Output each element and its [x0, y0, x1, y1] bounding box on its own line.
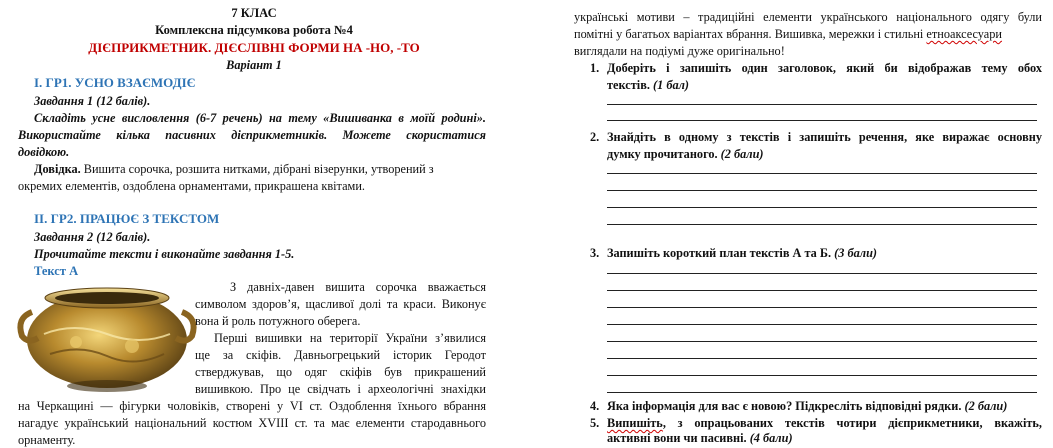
text-a-line-1: З давніх-давен вишита сорочка вважається	[230, 280, 486, 294]
work-title: Комплексна підсумкова робота №4	[155, 23, 353, 37]
question-5-line-2: активні вони чи пасивні. (4 бали)	[607, 431, 793, 445]
golden-vessel-image	[14, 282, 200, 394]
text-a-line-10: орнаменту.	[18, 433, 76, 447]
page-gap	[508, 0, 545, 447]
task1-title: Завдання 1 (12 балів).	[34, 94, 151, 108]
question-1-line-1: Доберіть і запишіть один заголовок, який би відображав тему обох	[607, 61, 1042, 75]
section1-title: І. ГР1. УСНО ВЗАЄМОДІЄ	[34, 75, 196, 90]
answer-line[interactable]	[607, 307, 1037, 308]
text-a-line-3: вона й роль потужного оберега.	[195, 314, 361, 328]
task1-line-3: довідкою.	[18, 145, 70, 159]
topic-title: ДІЄПРИКМЕТНИК. ДІЄСЛІВНІ ФОРМИ НА -НО, -ТО	[88, 40, 420, 55]
answer-line[interactable]	[607, 173, 1037, 174]
text-a-line-5: ще за скіфів. Давньогрецький історик Геродот	[195, 348, 486, 362]
answer-line[interactable]	[607, 104, 1037, 105]
answer-line[interactable]	[607, 273, 1037, 274]
spellcheck-word-etnoaksesuary: етноаксесуари	[926, 27, 1002, 41]
section2-title: ІІ. ГР2. ПРАЦЮЄ З ТЕКСТОМ	[34, 211, 220, 226]
task1-line-2: Використайте кілька пасивних дієприкметників. Можете скористатися	[18, 128, 486, 142]
question-4-line-1: Яка інформація для вас є новою? Підкресліть відповідні рядки. (2 бали)	[607, 399, 1008, 413]
hint-label: Довідка.	[34, 162, 81, 176]
question-2-number: 2.	[590, 130, 600, 144]
spellcheck-word-vypyshit: Випишіть	[607, 416, 663, 430]
answer-line[interactable]	[607, 358, 1037, 359]
hint-line-1	[34, 162, 434, 177]
question-2-line-2: думку прочитаного. (2 бали)	[607, 147, 764, 161]
question-5-number: 5.	[590, 416, 600, 430]
task2-title: Завдання 2 (12 балів).	[34, 230, 151, 244]
text-a-line-2: символом здоров’я, щасливої долі та краси. Виконує	[195, 297, 486, 311]
hint-text-1: Вишита сорочка, розшита нитками, дібрані візерунки, утворений з	[80, 162, 434, 176]
answer-line[interactable]	[607, 190, 1037, 191]
text-a-line-6: стверджував, що одяг скіфів був прикрашений	[195, 365, 486, 379]
question-3-number: 3.	[590, 246, 600, 260]
answer-line[interactable]	[607, 120, 1037, 121]
text-b-cont-line-1: українські мотиви – традиційні елементи українського національного одягу були	[574, 10, 1042, 24]
question-2-line-1: Знайдіть в одному з текстів і запишіть речення, яке виражає основну	[607, 130, 1042, 144]
question-4-number: 4.	[590, 399, 600, 413]
text-a-line-7: вишивкою. Про це свідчать і археологічні знахідки	[195, 382, 486, 396]
answer-line[interactable]	[607, 375, 1037, 376]
text-b-cont-line-2: помітні у багатьох варіантах вбрання. Вишивка, мережки і стильні етноаксесуари	[574, 27, 1002, 41]
text-a-line-9: нагадує український національний костюм XVIII ст. та має елементи стародавнього	[18, 416, 486, 430]
task1-line-1: Складіть усне висловлення (6-7 речень) на тему «Вишиванка в моїй родині».	[34, 111, 486, 125]
answer-line[interactable]	[607, 341, 1037, 342]
variant-label: Варіант 1	[226, 58, 282, 72]
text-a-line-8: на Черкащині — фігурки чоловіків, створені у VI ст. Оздоблення їхнього вбрання	[18, 399, 486, 413]
answer-line[interactable]	[607, 290, 1037, 291]
task2-instruction: Прочитайте тексти і виконайте завдання 1-5.	[34, 247, 295, 261]
question-3-line-1: Запишіть короткий план текстів А та Б. (3 бали)	[607, 246, 878, 260]
text-b-cont-line-3: виглядали на подіумі дуже оригінально!	[574, 44, 785, 58]
answer-line[interactable]	[607, 224, 1037, 225]
grade-heading: 7 КЛАС	[231, 6, 277, 20]
hint-line-2: окремих елементів, оздоблена орнаментами, прикрашена квітами.	[18, 179, 365, 193]
answer-line[interactable]	[607, 324, 1037, 325]
question-1-line-2: текстів. (1 бал)	[607, 78, 690, 92]
question-1-number: 1.	[590, 61, 600, 75]
text-a-line-4: Перші вишивки на території України з’явилися	[214, 331, 486, 345]
text-a-title: Текст А	[34, 264, 79, 278]
answer-line[interactable]	[607, 392, 1037, 393]
answer-line[interactable]	[607, 207, 1037, 208]
question-5-line-1: Випишіть, з опрацьованих текстів чотири дієприкметники, вкажіть,	[607, 416, 1042, 430]
